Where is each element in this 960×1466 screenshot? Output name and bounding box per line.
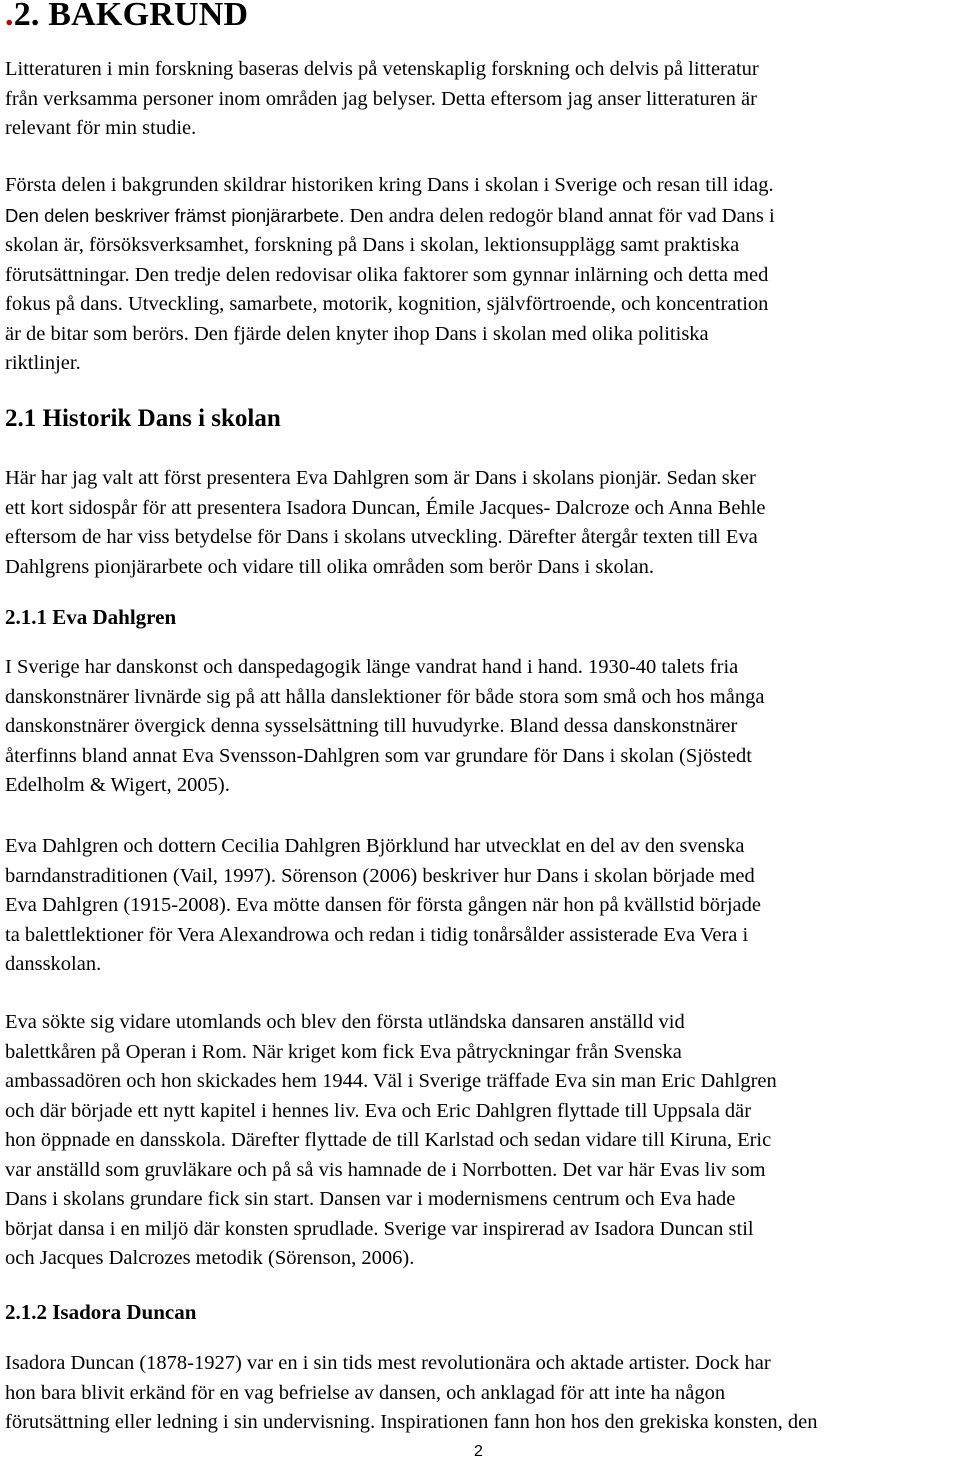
text-line: ambassadören och hon skickades hem 1944. Väl i Sverige träffade Eva sin man Eric Dahlgren [5, 1070, 777, 1092]
page-heading [5, 0, 248, 34]
text-line: var anställd som gruvläkare och på så vis hamnade de i Norrbotten. Det var här Evas liv som [5, 1158, 766, 1181]
text-line: återfinns bland annat Eva Svensson-Dahlgren som var grundare för Dans i skolan (Sjöstedt [5, 744, 752, 767]
text-line: skolan är, försöksverksamhet, forskning på Dans i skolan, lektionsupplägg samt praktiska [5, 234, 740, 256]
text-line: hon bara blivit erkänd för en vag befrielse av dansen, och anklagad för att inte ha någon [5, 1381, 726, 1404]
text-line: Eva sökte sig vidare utomlands och blev den första utländska dansaren anställd vid [5, 1011, 685, 1033]
text-line: från verksamma personer inom områden jag belyser. Detta eftersom jag anser litteraturen är [5, 87, 757, 110]
text-line: hon öppnade en dansskola. Därefter flyttade de till Karlstad och sedan vidare till Kiruna, Eric [5, 1129, 772, 1151]
text-line: Här har jag valt att först presentera Eva Dahlgren som är Dans i skolans pionjär. Sedan sker [5, 467, 756, 489]
text-line: danskonstnärer livnärde sig på att hålla danslektioner för både stora som små och hos många [5, 685, 765, 708]
text-line: ta balettlektioner för Vera Alexandrowa och redan i tidig tonårsålder assisterade Eva Vera i [5, 923, 749, 946]
page-number: 2 [474, 1443, 483, 1460]
text-line: Dahlgrens pionjärarbete och vidare till olika områden som berör Dans i skolan. [5, 555, 654, 578]
section-heading-2-1: 2.1 Historik Dans i skolan [5, 405, 281, 432]
text-line: Eva Dahlgren och dottern Cecilia Dahlgren Björklund har utvecklat en del av den svenska [5, 835, 745, 857]
text-line: Isadora Duncan (1878-1927) var en i sin tids mest revolutionära och aktade artister. Dock har [5, 1352, 771, 1374]
section-2-1-1-paragraph-3 [5, 1008, 960, 1274]
text-line: I Sverige har danskonst och danspedagogik länge vandrat hand i hand. 1930-40 talets fria [5, 656, 739, 678]
text-line: förutsättningar. Den tredje delen redovisar olika faktorer som gynnar inlärning och detta med [5, 263, 769, 286]
text-line: riktlinjer. [5, 352, 81, 374]
text-line: balettkåren på Operan i Rom. När kriget kom fick Eva påtryckningar från Svenska [5, 1040, 682, 1063]
overview-paragraph [5, 171, 960, 379]
text-line: Litteraturen i min forskning baseras delvis på vetenskaplig forskning och delvis på litteratur [5, 58, 759, 80]
section-2-1-1-paragraph-1 [5, 653, 960, 801]
text-line: börjat dansa i en miljö där konsten sprudlade. Sverige var inspirerad av Isadora Duncan stil [5, 1217, 754, 1240]
text-line: dansskolan. [5, 953, 102, 975]
text-line: Dans i skolans grundare fick sin start. Dansen var i modernismens centrum och Eva hade [5, 1188, 736, 1210]
text-line: ett kort sidospår för att presentera Isadora Duncan, Émile Jacques- Dalcroze och Anna Behle [5, 496, 766, 519]
intro-paragraph [5, 55, 960, 144]
text-line: Eva Dahlgren (1915-2008). Eva mötte dansen för första gången när hon på kvällstid började [5, 894, 761, 916]
heading-text: 2. BAKGRUND [13, 0, 249, 33]
text-line: danskonstnärer övergick denna sysselsättning till huvudyrke. Bland dessa danskonstnärer [5, 715, 738, 737]
text-line: relevant för min studie. [5, 117, 197, 139]
text-line: är de bitar som berörs. Den fjärde delen knyter ihop Dans i skolan med olika politiska [5, 322, 709, 345]
text-line: Edelholm & Wigert, 2005). [5, 774, 230, 796]
text-line: och Jacques Dalcrozes metodik (Sörenson, 2006). [5, 1247, 415, 1269]
heading-prefix: . [5, 0, 14, 33]
text-line: Den delen beskriver främst pionjärarbete. [5, 204, 345, 226]
text-line: barndanstraditionen (Vail, 1997). Sörenson (2006) beskriver hur Dans i skolan började med [5, 864, 755, 887]
section-2-1-2-paragraph [5, 1349, 960, 1438]
text-line: Den andra delen redogör bland annat för vad Dans i [349, 204, 775, 227]
text-line: och där började ett nytt kapitel i hennes liv. Eva och Eric Dahlgren flyttade till Uppsala där [5, 1099, 752, 1122]
section-heading-2-1-2: 2.1.2 Isadora Duncan [5, 1300, 197, 1324]
text-line: fokus på dans. Utveckling, samarbete, motorik, kognition, självförtroende, och koncentration [5, 293, 769, 315]
text-line: förutsättning eller ledning i sin undervisning. Inspirationen fann hon hos den grekiska konsten, den [5, 1411, 818, 1433]
section-2-1-1-paragraph-2 [5, 832, 960, 980]
section-2-1-paragraph [5, 464, 960, 582]
text-line: eftersom de har viss betydelse för Dans i skolans utveckling. Därefter återgår texten till Eva [5, 526, 758, 548]
text-line: Första delen i bakgrunden skildrar historiken kring Dans i skolan i Sverige och resan till idag. [5, 174, 774, 196]
section-heading-2-1-1: 2.1.1 Eva Dahlgren [5, 605, 177, 629]
